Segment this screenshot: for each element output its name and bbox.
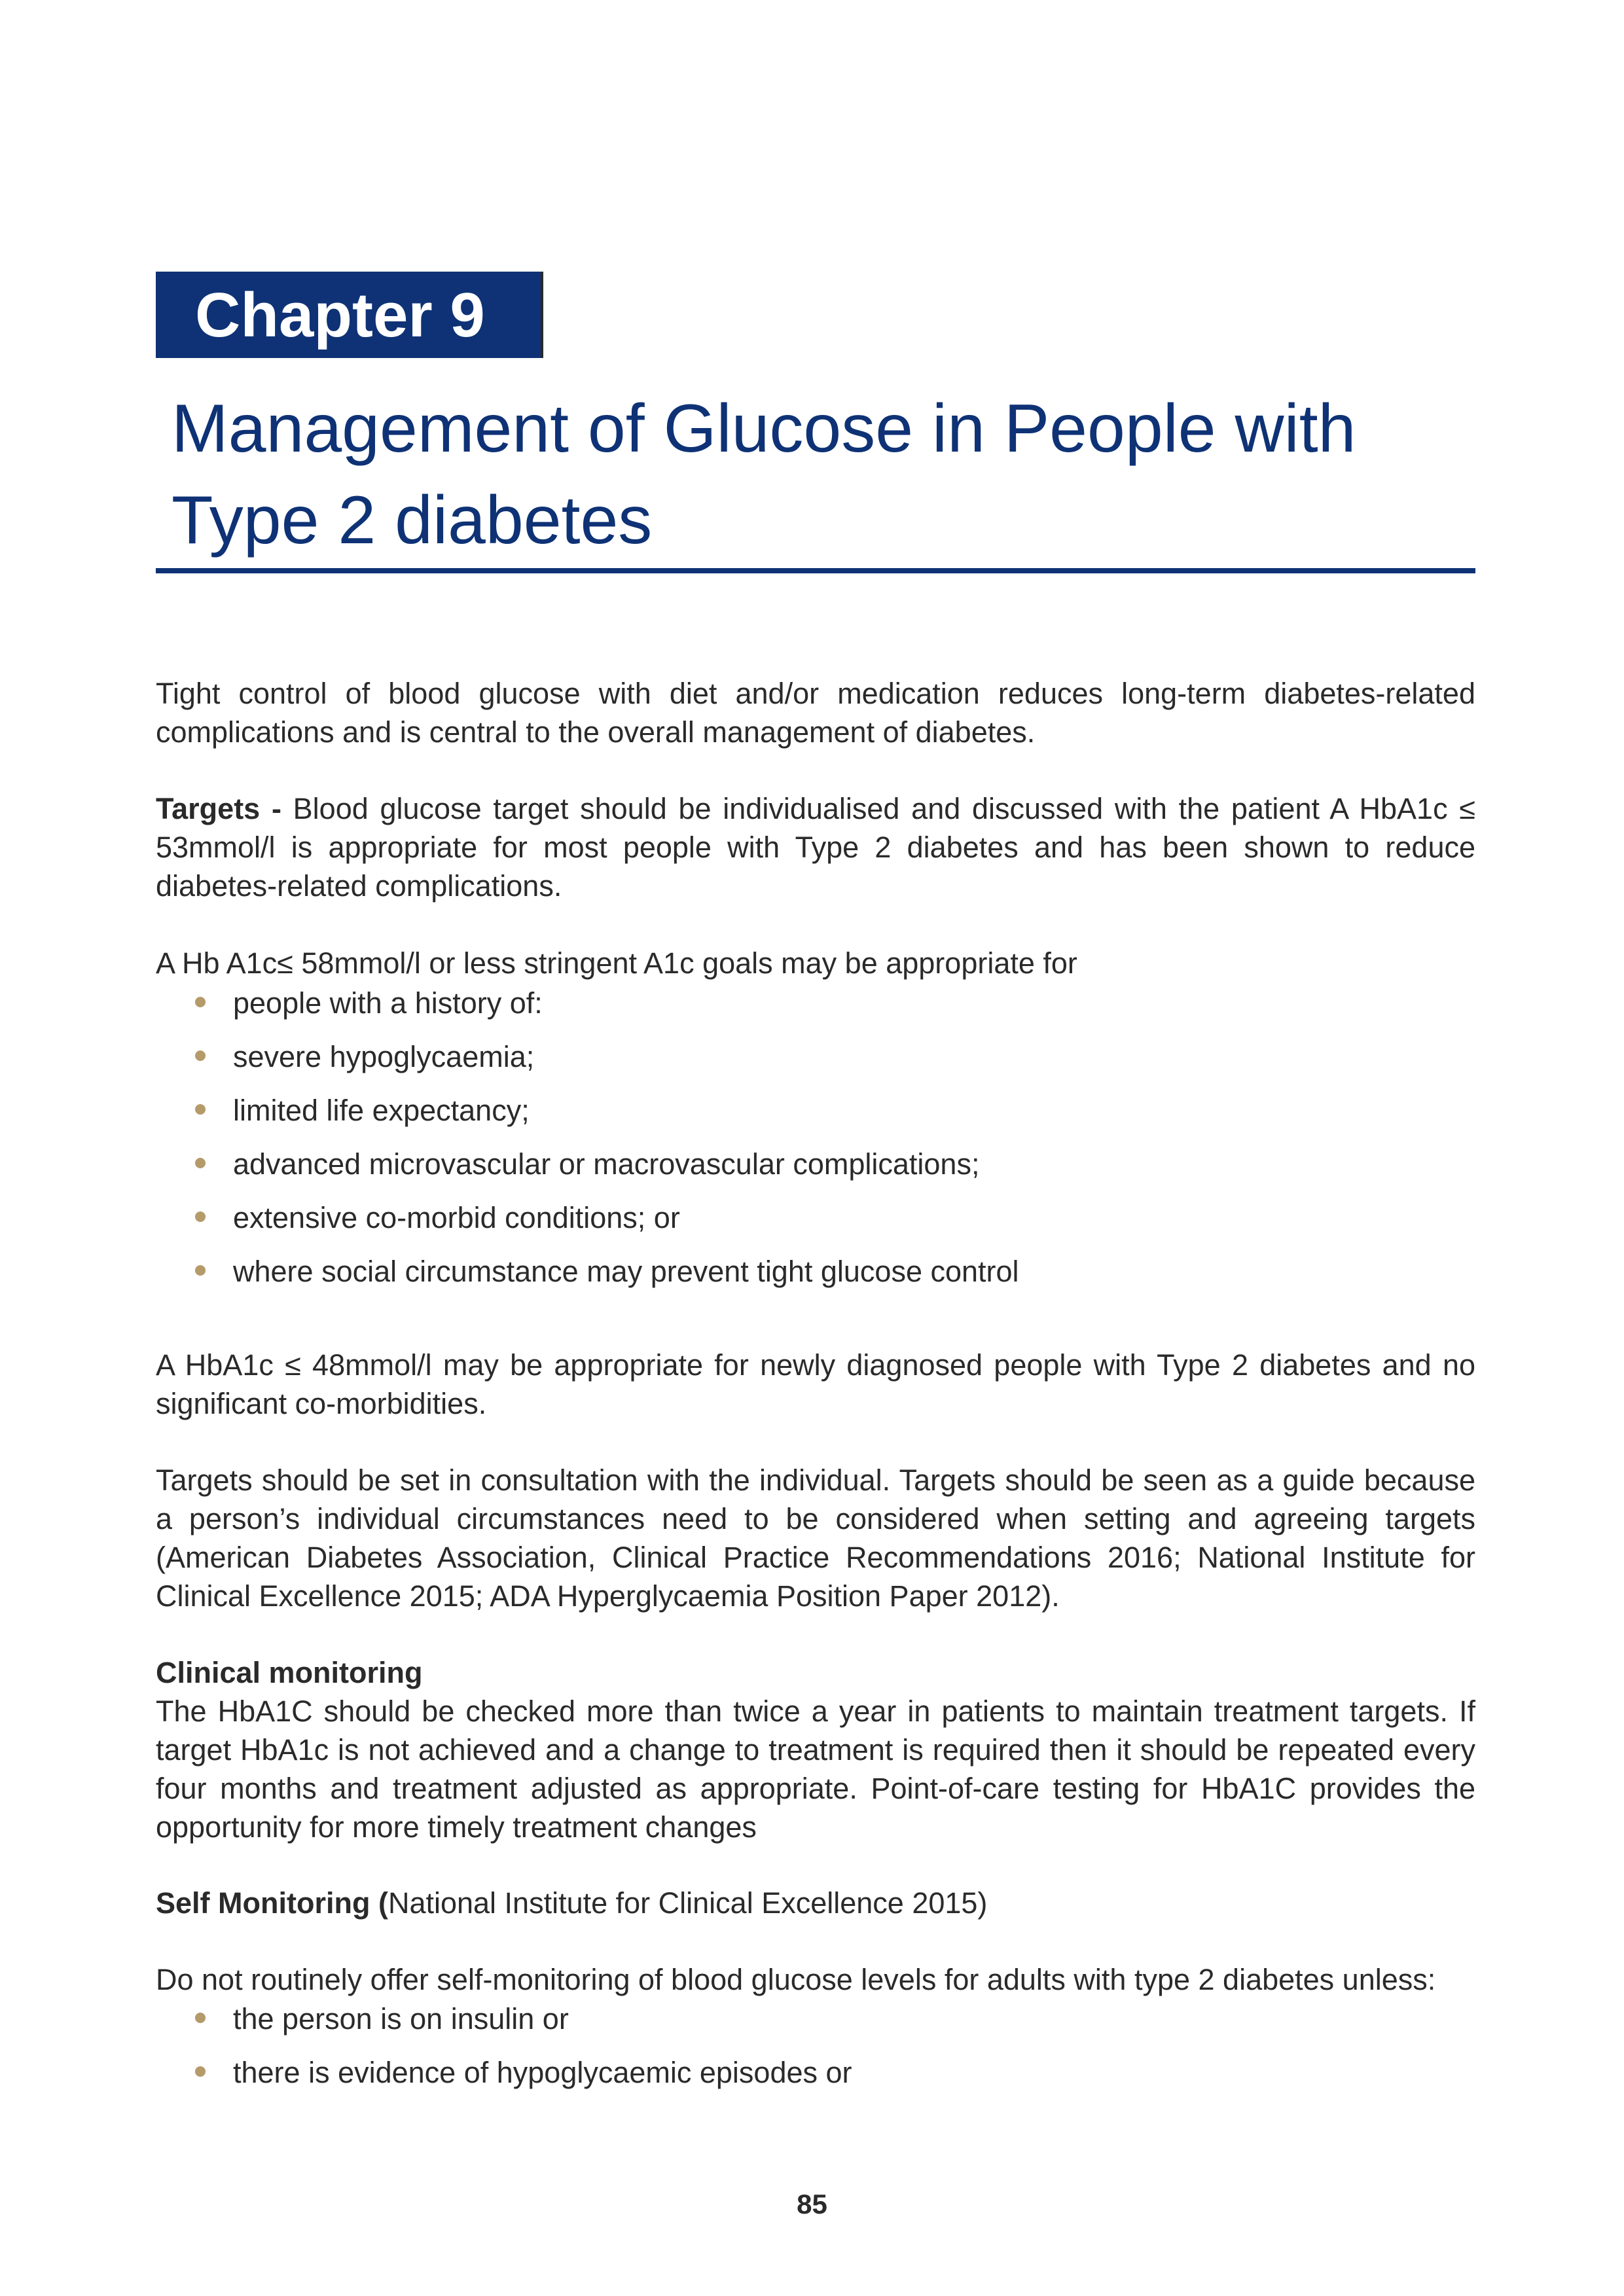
bullet-dot-icon [195,1265,206,1276]
list-item: there is evidence of hypoglycaemic episodes or [156,2053,1475,2107]
clinical-monitoring-heading: Clinical monitoring [156,1656,423,1689]
less-stringent-list [156,984,1475,1306]
bullet-dot-icon [195,1050,206,1061]
targets-text: Blood glucose target should be individualised and discussed with the patient A HbA1c ≤ 53mmol/l is appropriate for most people with Type 2 diabetes and has been shown to reduce diabetes-related complications. [156,792,1476,903]
page-number: 85 [797,2189,827,2219]
chapter-title-line-1: Management of Glucose in People with [171,391,1356,467]
bullet-dot-icon [195,1104,206,1115]
list-item: where social circumstance may prevent tight glucose control [156,1252,1475,1306]
bullet-dot-icon [195,997,206,1007]
chapter-title-line-2: Type 2 diabetes [171,482,653,558]
list-item: the person is on insulin or [156,2000,1475,2053]
intro-paragraph: Tight control of blood glucose with diet and/or medication reduces long-term diabetes-related complications and is central to the overall management of diabetes. [156,677,1475,749]
chapter-label: Chapter 9 [195,280,485,350]
bullet-dot-icon [195,2013,206,2023]
consultation-paragraph: Targets should be set in consultation with the individual. Targets should be seen as a guide because a person’s individual circumstances need to be considered when setting and agreeing targets (American Diabetes Association, Clinical Practice Recommendations 2016; National Institute for Clinical Excellence 2015; ADA Hyperglycaemia Position Paper 2012). [156,1463,1475,1613]
self-monitoring-source: National Institute for Clinical Excellence 2015) [388,1886,988,1920]
less-stringent-intro: A Hb A1c≤ 58mmol/l or less stringent A1c goals may be appropriate for [156,946,1077,980]
list-item: limited life expectancy; [156,1091,1475,1145]
targets-paragraph [156,789,1475,905]
list-item: severe hypoglycaemia; [156,1037,1475,1091]
self-monitoring-intro: Do not routinely offer self-monitoring of blood glucose levels for adults with type 2 diabetes unless: [156,1963,1436,1996]
title-divider [156,568,1475,573]
list-item: extensive co-morbid conditions; or [156,1198,1475,1252]
self-monitoring-heading-line [156,1884,1475,1922]
self-monitoring-heading: Self Monitoring ( [156,1886,388,1920]
list-item: people with a history of: [156,984,1475,1037]
self-monitoring-list [156,2000,1475,2107]
bullet-dot-icon [195,2066,206,2077]
clinical-monitoring-paragraph: The HbA1C should be checked more than twice a year in patients to maintain treatment targets. If target HbA1c is not achieved and a change to treatment is required then it should be repeated every four months and treatment adjusted as appropriate. Point-of-care testing for HbA1C provides the opportunity for more timely treatment changes [156,1695,1475,1844]
chapter-title [171,383,1481,566]
newly-diagnosed-paragraph: A HbA1c ≤ 48mmol/l may be appropriate for newly diagnosed people with Type 2 diabetes and no significant co-morbidities. [156,1348,1475,1420]
bullet-dot-icon [195,1211,206,1222]
targets-label: Targets - [156,792,281,825]
list-item: advanced microvascular or macrovascular complications; [156,1145,1475,1198]
bullet-dot-icon [195,1158,206,1168]
chapter-badge [156,272,543,358]
